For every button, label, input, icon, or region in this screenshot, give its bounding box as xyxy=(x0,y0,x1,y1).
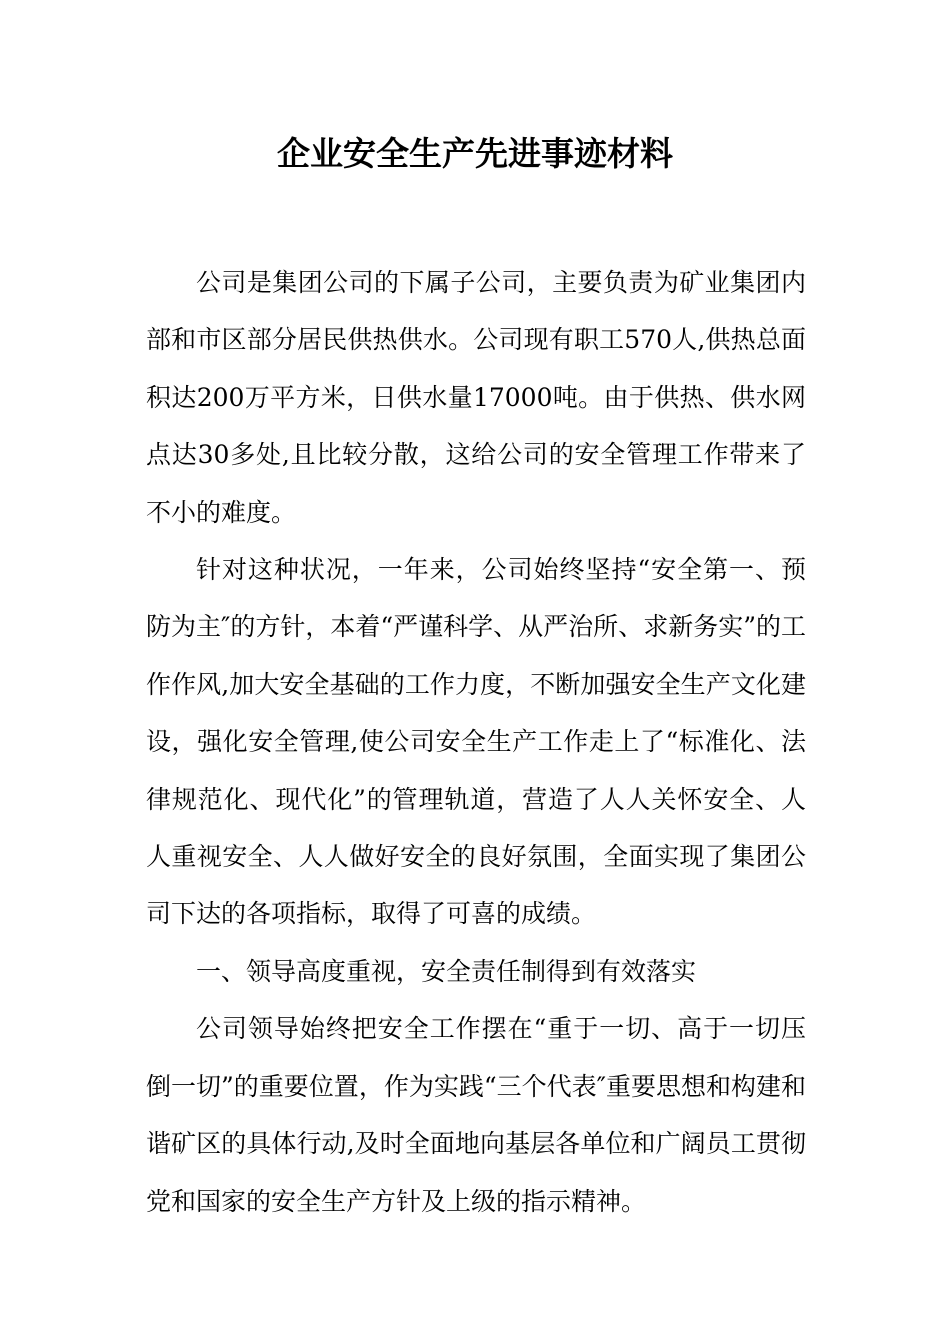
paragraph-leadership: 公司领导始终把安全工作摆在“重于一切、高于一切压倒一切”的重要位置，作为实践“三个代表″重要思想和构建和谐矿区的具体行动,及时全面地向基层各单位和广阔员工贯彻党和国家的安全生产方针及上级的指示精神。 xyxy=(146,1014,806,1216)
section-heading-1: 一、领导高度重视，安全责任制得到有效落实 xyxy=(196,956,697,986)
document-title: 企业安全生产先进事迹材料 xyxy=(277,134,673,173)
paragraph-approach: 针对这种状况，一年来，公司始终坚持“安全第一、预防为主″的方针，本着“严谨科学、从严治所、求新务实”的工作作风,加大安全基础的工作力度，不断加强安全生产文化建设，强化安全管理,使公司安全生产工作走上了“标准化、法律规范化、现代化”的管理轨道，营造了人人关怀安全、人人重视安全、人人做好安全的良好氛围，全面实现了集团公司下达的各项指标，取得了可喜的成绩。 xyxy=(146,555,806,929)
paragraph-intro: 公司是集团公司的下属子公司，主要负责为矿业集团内部和市区部分居民供热供水。公司现有职工570人,供热总面积达200万平方米，日供水量17000吨。由于供热、供水网点达30多处,且比较分散，这给公司的安全管理工作带来了不小的难度。 xyxy=(146,268,806,527)
document-body xyxy=(146,254,806,1230)
